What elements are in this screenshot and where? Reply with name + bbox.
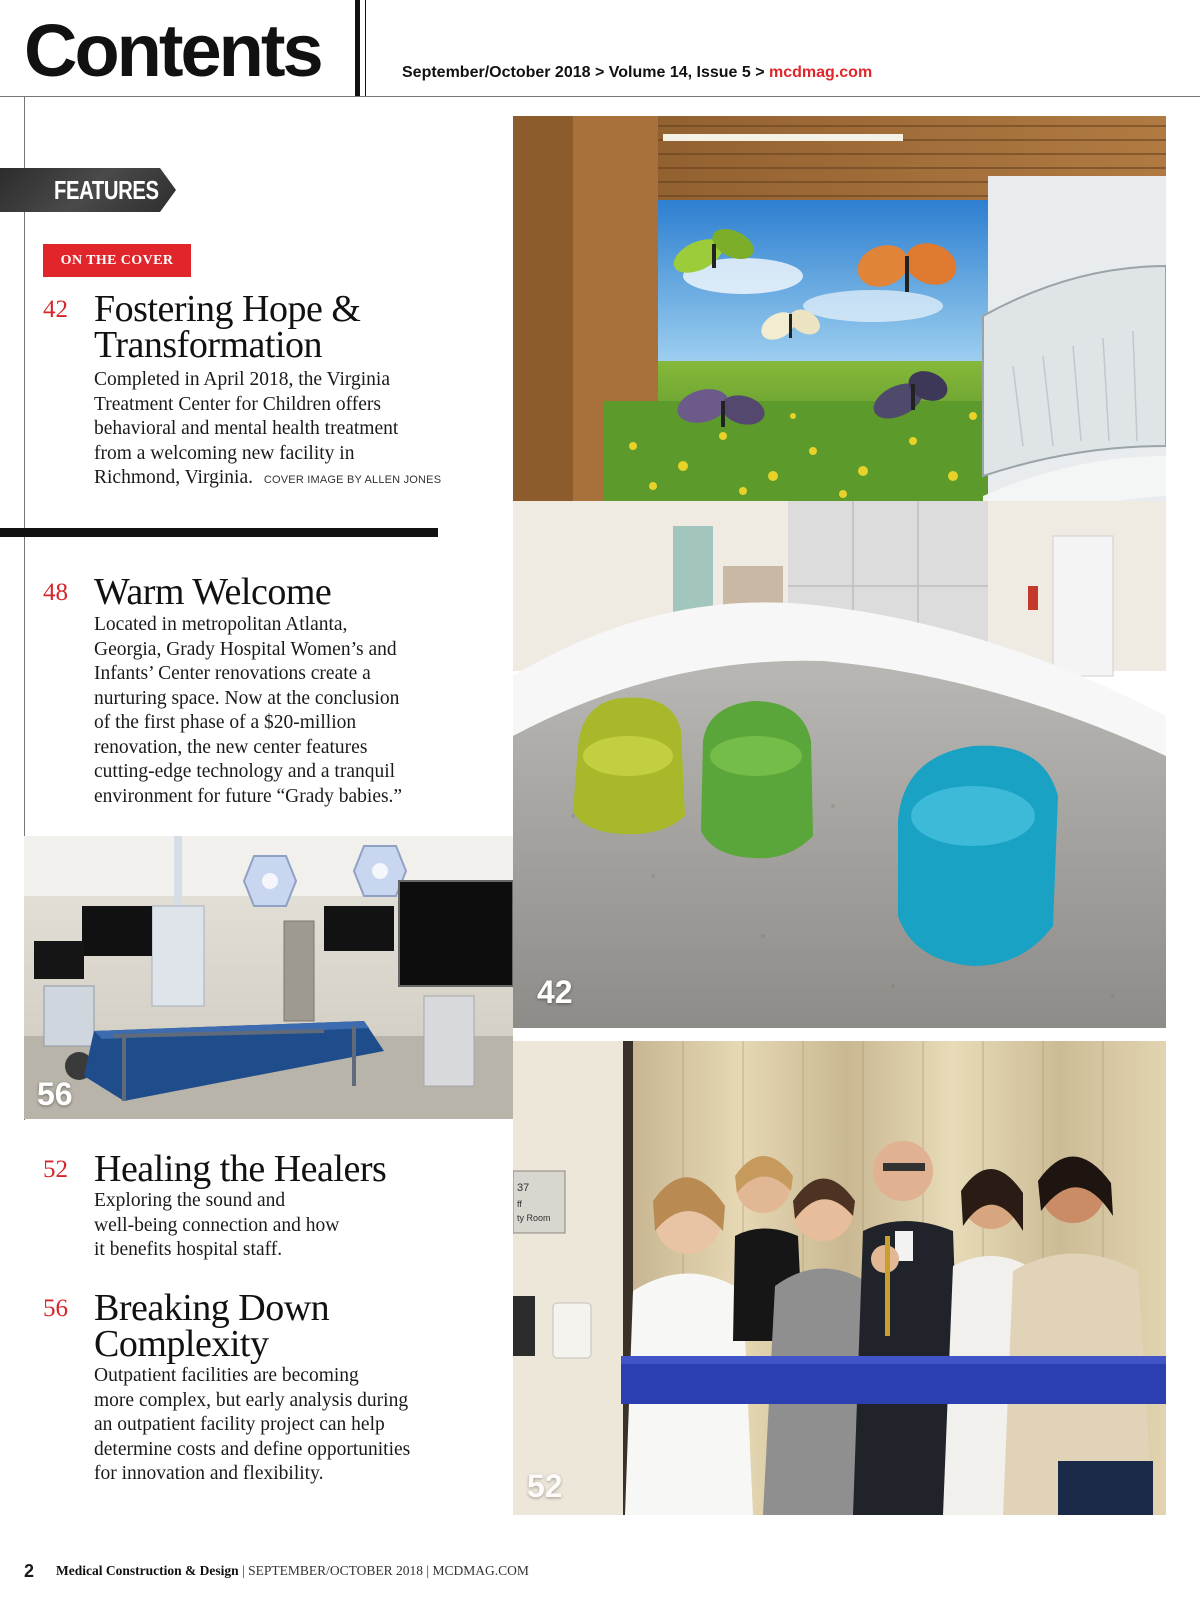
header-divider-thin (365, 0, 366, 96)
header-divider-thick (355, 0, 360, 96)
description-line: Completed in April 2018, the Virginia (94, 369, 391, 390)
lobby-photo[interactable] (513, 116, 1166, 1028)
description-line: Treatment Center for Children offers (94, 393, 382, 415)
description-line: Georgia, Grady Hospital Women’s and (94, 638, 397, 660)
footer-magazine-name: Medical Construction & Design (56, 1563, 239, 1578)
description-line: environment for future “Grady babies.” (94, 785, 403, 807)
article-title-line: Fostering Hope & (94, 288, 361, 330)
description-line: well-being connection and how (94, 1214, 340, 1236)
ribbon-cutting-illustration (513, 1041, 1166, 1515)
article-page-number: 42 (43, 296, 68, 323)
features-label: FEATURES (54, 175, 159, 205)
lobby-illustration (513, 116, 1166, 1028)
page-title: Contents (24, 9, 321, 92)
footer-line (56, 1563, 529, 1579)
footer-separator: | (426, 1563, 430, 1578)
description-line: cutting-edge technology and a tranquil (94, 761, 396, 782)
description-line: determine costs and define opportunities (94, 1438, 411, 1460)
website-link[interactable]: mcdmag.com (769, 64, 873, 81)
section-divider (0, 528, 438, 537)
photo-page-label: 52 (527, 1468, 563, 1504)
footer-separator: | (242, 1563, 245, 1578)
issue-volume: Volume 14, Issue 5 (608, 64, 751, 81)
description-line: Located in metropolitan Atlanta, (94, 614, 348, 635)
article-title-line: Complexity (94, 1323, 269, 1365)
green-chair-icon (701, 701, 813, 858)
footer-site[interactable]: MCDMAG.COM (432, 1563, 529, 1578)
article-description (94, 368, 494, 493)
footer-issue: SEPTEMBER/OCTOBER 2018 (248, 1563, 423, 1578)
article-title[interactable] (94, 1287, 330, 1365)
lime-chair-icon (573, 698, 685, 835)
room-sign-text: ff (517, 1199, 522, 1209)
room-sign-text: ty Room (517, 1213, 551, 1223)
article-description (94, 1189, 494, 1263)
issue-date: September/October 2018 (402, 64, 591, 81)
header-rule (0, 96, 1200, 97)
article-page-number: 56 (43, 1295, 68, 1322)
room-sign-text: 37 (517, 1182, 530, 1194)
photo-page-label: 56 (37, 1076, 73, 1112)
operating-room-illustration (24, 836, 513, 1119)
issue-line (402, 64, 872, 82)
article-title[interactable] (94, 1148, 387, 1190)
article-title-line: Breaking Down (94, 1287, 330, 1329)
description-line: more complex, but early analysis during (94, 1389, 409, 1411)
description-line: Infants’ Center renovations create a (94, 663, 371, 684)
description-line: an outpatient facility project can help (94, 1414, 385, 1435)
article-title[interactable] (94, 288, 361, 366)
description-line: Outpatient facilities are becoming (94, 1365, 359, 1386)
teal-chair-icon (898, 746, 1058, 966)
cover-image-credit: COVER IMAGE BY ALLEN JONES (263, 474, 442, 486)
article-title-line: Transformation (94, 324, 323, 366)
article-title-line: Warm Welcome (94, 571, 332, 613)
description-line: nurturing space. Now at the conclusion (94, 687, 400, 709)
operating-room-photo[interactable] (24, 836, 513, 1119)
article-title-line: Healing the Healers (94, 1148, 387, 1190)
issue-separator: > (755, 64, 765, 81)
page-folio: 2 (24, 1561, 35, 1581)
description-line: it benefits hospital staff. (94, 1239, 283, 1260)
description-line: behavioral and mental health treatment (94, 418, 399, 439)
description-line: from a welcoming new facility in (94, 442, 355, 464)
on-the-cover-badge: ON THE COVER (43, 244, 191, 277)
ribbon-cutting-photo[interactable] (513, 1041, 1166, 1515)
issue-separator: > (594, 64, 605, 81)
article-page-number: 52 (43, 1156, 68, 1183)
description-line: for innovation and flexibility. (94, 1463, 324, 1484)
photo-page-label: 42 (537, 974, 573, 1010)
description-line: renovation, the new center features (94, 736, 368, 758)
article-description (94, 613, 494, 809)
article-page-number: 48 (43, 579, 68, 606)
article-description (94, 1364, 504, 1487)
description-line: Richmond, Virginia. (94, 467, 253, 488)
description-line: of the first phase of a $20-million (94, 712, 357, 733)
article-title[interactable] (94, 571, 332, 613)
description-line: Exploring the sound and (94, 1190, 286, 1211)
